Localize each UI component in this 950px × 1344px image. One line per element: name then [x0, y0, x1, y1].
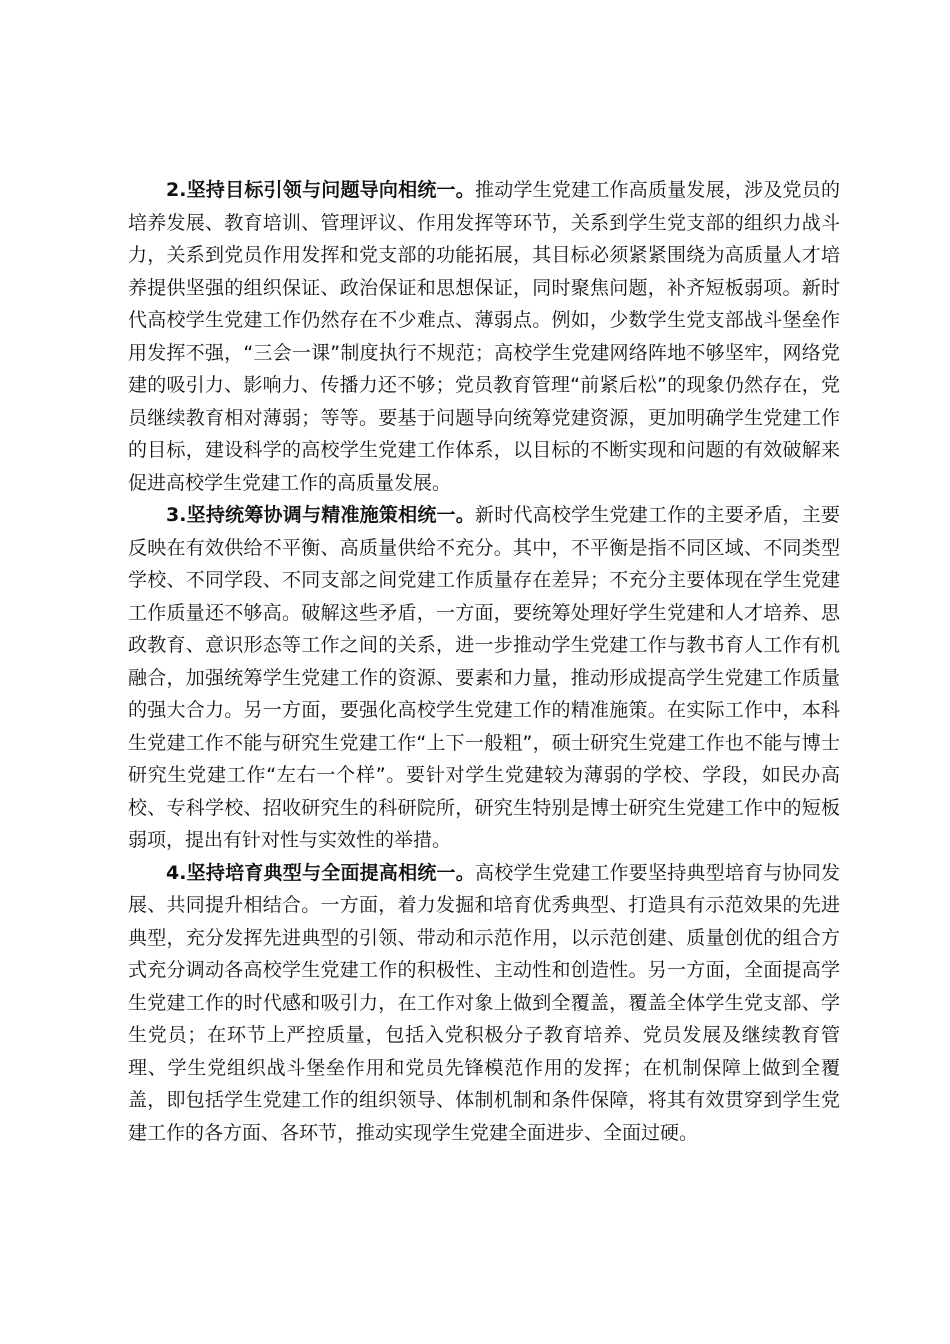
paragraph-4 — [128, 857, 840, 1150]
paragraph-3 — [128, 499, 840, 857]
paragraph-3-number: 3. — [166, 504, 187, 526]
paragraph-2-number: 2. — [166, 179, 187, 201]
paragraph-2-heading: 坚持目标引领与问题导向相统一。 — [186, 179, 475, 201]
paragraph-4-number: 4. — [166, 861, 187, 884]
document-body — [128, 174, 840, 1149]
paragraph-4-heading: 坚持培育典型与全面提高相统一。 — [186, 861, 475, 884]
paragraph-3-heading: 坚持统筹协调与精准施策相统一。 — [186, 504, 475, 526]
paragraph-3-text: 新时代高校学生党建工作的主要矛盾，主要反映在有效供给不平衡、高质量供给不充分。其中，不平衡是指不同区域、不同类型学校、不同学段、不同支部之间党建工作质量存在差异；不充分主要体现在学生党建工作质量还不够高。破解这些矛盾，一方面，要统筹处理好学生党建和人才培养、思政教育、意识形态等工作之间的关系，进一步推动学生党建工作与教书育人工作有机融合，加强统筹学生党建工作的资源、要素和力量，推动形成提高学生党建工作质量的强大合力。另一方面，要强化高校学生党建工作的精准施策。在实际工作中，本科生党建工作不能与研究生党建工作“上下一般粗”，硕士研究生党建工作也不能与博士研究生党建工作“左右一个样”。要针对学生党建较为薄弱的学校、学段，如民办高校、专科学校、招收研究生的科研院所，研究生特别是博士研究生党建工作中的短板弱项，提出有针对性与实效性的举措。 — [128, 504, 840, 851]
paragraph-2 — [128, 174, 840, 499]
paragraph-4-text: 高校学生党建工作要坚持典型培育与协同发展、共同提升相结合。一方面，着力发掘和培育优秀典型、打造具有示范效果的先进典型，充分发挥先进典型的引领、带动和示范作用，以示范创建、质量创优的组合方式充分调动各高校学生党建工作的积极性、主动性和创造性。另一方面，全面提高学生党建工作的时代感和吸引力，在工作对象上做到全覆盖，覆盖全体学生党支部、学生党员；在环节上严控质量，包括入党积极分子教育培养、党员发展及继续教育管理、学生党组织战斗堡垒作用和党员先锋模范作用的发挥；在机制保障上做到全覆盖，即包括学生党建工作的组织领导、体制机制和条件保障，将其有效贯穿到学生党建工作的各方面、各环节，推动实现学生党建全面进步、全面过硬。 — [128, 861, 840, 1144]
paragraph-2-text: 推动学生党建工作高质量发展，涉及党员的培养发展、教育培训、管理评议、作用发挥等环节，关系到学生党支部的组织力战斗力，关系到党员作用发挥和党支部的功能拓展，其目标必须紧紧围绕为高质量人才培养提供坚强的组织保证、政治保证和思想保证，同时聚焦问题，补齐短板弱项。新时代高校学生党建工作仍然存在不少难点、薄弱点。例如，少数学生党支部战斗堡垒作用发挥不强，“三会一课”制度执行不规范；高校学生党建网络阵地不够坚牢，网络党建的吸引力、影响力、传播力还不够；党员教育管理“前紧后松”的现象仍然存在，党员继续教育相对薄弱；等等。要基于问题导向统筹党建资源，更加明确学生党建工作的目标，建设科学的高校学生党建工作体系，以目标的不断实现和问题的有效破解来促进高校学生党建工作的高质量发展。 — [128, 179, 840, 494]
